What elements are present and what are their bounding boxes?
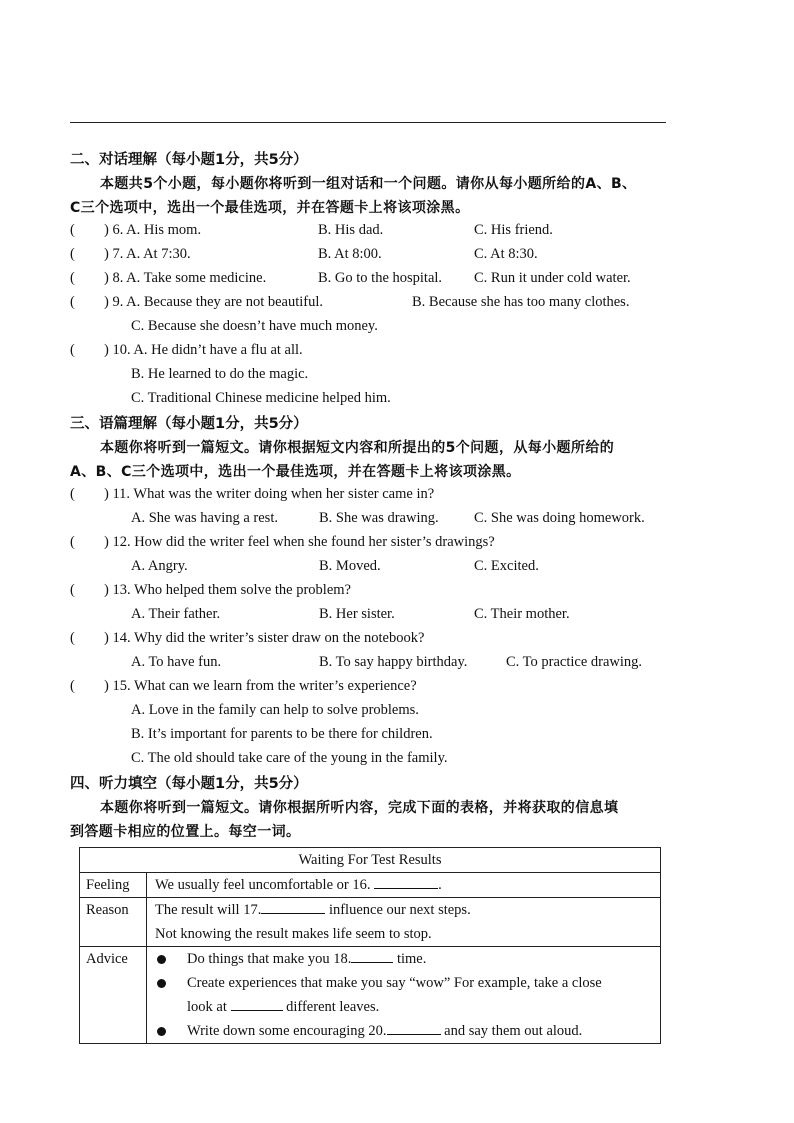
feeling-end: . (438, 877, 442, 893)
advice-2-text-cont: look at (187, 999, 227, 1015)
option-c: C. His friend. (474, 222, 553, 238)
table-row-advice (80, 947, 661, 1044)
row-content-reason (147, 898, 661, 947)
section2-heading: 二、对话理解（每小题1分，共5分） (70, 152, 308, 168)
table-caption: Waiting For Test Results (80, 848, 661, 873)
advice-2-text: Create experiences that make you say “wow” For example, take a close (187, 975, 602, 991)
option-b: B. He learned to do the magic. (131, 366, 309, 382)
reason-text-1-end: influence our next steps. (328, 902, 471, 918)
question-stem: ) 11. What was the writer doing when her sister came in? (104, 486, 435, 502)
row-label-reason: Reason (80, 898, 147, 947)
option-b: B. Go to the hospital. (318, 270, 443, 286)
advice-1-text: Do things that make you 18. (187, 951, 352, 967)
section2-instruction-line1: 本题共5个小题，每小题你将听到一组对话和一个问题。请你从每小题所给的A、B、 (100, 176, 637, 192)
option-c: C. Excited. (474, 558, 539, 574)
advice-1-end: time. (396, 951, 427, 967)
question-stem: ) 9. A. Because they are not beautiful. (104, 294, 324, 310)
table-row-reason (80, 898, 661, 947)
answer-paren: ( (70, 678, 75, 694)
option-b: B. She was drawing. (319, 510, 439, 526)
question-stem: ) 10. A. He didn’t have a flu at all. (104, 342, 303, 358)
section3-instruction-line2: A、B、C三个选项中，选出一个最佳选项，并在答题卡上将该项涂黑。 (70, 464, 521, 480)
section3-heading: 三、语篇理解（每小题1分，共5分） (70, 416, 308, 432)
option-c: C. To practice drawing. (506, 654, 643, 670)
results-table (79, 847, 661, 1044)
blank-20[interactable] (387, 1020, 441, 1035)
question-stem: ) 8. A. Take some medicine. (104, 270, 267, 286)
answer-paren: ( (70, 630, 75, 646)
row-label-advice: Advice (80, 947, 147, 1044)
answer-paren: ( (70, 294, 75, 310)
blank-18[interactable] (351, 948, 393, 963)
option-a: A. Angry. (131, 558, 188, 574)
advice-item-3 (147, 1019, 660, 1043)
question-stem: ) 13. Who helped them solve the problem? (104, 582, 351, 598)
option-b: B. It’s important for parents to be there for children. (131, 726, 433, 742)
section4-heading: 四、听力填空（每小题1分，共5分） (70, 776, 308, 792)
answer-paren: ( (70, 534, 75, 550)
blank-16[interactable] (374, 874, 438, 889)
table-caption-row (80, 848, 661, 873)
section4-instruction-line1: 本题你将听到一篇短文。请你根据所听内容，完成下面的表格，并将获取的信息填 (100, 800, 619, 816)
answer-paren: ( (70, 270, 75, 286)
option-b: B. His dad. (318, 222, 384, 238)
option-c: C. Traditional Chinese medicine helped him. (131, 390, 391, 406)
advice-3-end: and say them out aloud. (444, 1023, 583, 1039)
row-content-advice (147, 947, 661, 1044)
advice-item-1 (147, 947, 660, 971)
option-c: C. Because she doesn’t have much money. (131, 318, 378, 334)
question-stem: ) 14. Why did the writer’s sister draw on the notebook? (104, 630, 425, 646)
answer-paren: ( (70, 222, 75, 238)
option-c: C. The old should take care of the young in the family. (131, 750, 448, 766)
option-c: C. At 8:30. (474, 246, 538, 262)
bullet-icon (157, 955, 166, 964)
row-label-feeling: Feeling (80, 873, 147, 898)
bullet-icon (157, 1027, 166, 1036)
question-stem: ) 6. A. His mom. (104, 222, 202, 238)
option-b: B. Her sister. (319, 606, 395, 622)
reason-text-2: Not knowing the result makes life seem to stop. (155, 926, 432, 942)
option-a: A. Love in the family can help to solve problems. (131, 702, 419, 718)
advice-3-text: Write down some encouraging 20. (187, 1023, 387, 1039)
advice-item-2 (147, 971, 660, 995)
option-b: B. Moved. (319, 558, 381, 574)
option-a: A. She was having a rest. (131, 510, 278, 526)
advice-item-2-cont (147, 995, 660, 1019)
answer-paren: ( (70, 246, 75, 262)
reason-text-1: The result will 17. (155, 902, 262, 918)
option-b: B. Because she has too many clothes. (412, 294, 630, 310)
option-b: B. At 8:00. (318, 246, 382, 262)
blank-19[interactable] (231, 996, 283, 1011)
answer-paren: ( (70, 582, 75, 598)
advice-2-end: different leaves. (286, 999, 380, 1015)
bullet-icon (157, 979, 166, 988)
option-a: A. To have fun. (131, 654, 222, 670)
table-row-feeling (80, 873, 661, 898)
option-c: C. She was doing homework. (474, 510, 645, 526)
question-stem: ) 7. A. At 7:30. (104, 246, 191, 262)
option-a: A. Their father. (131, 606, 221, 622)
section2-instruction-line2: C三个选项中，选出一个最佳选项，并在答题卡上将该项涂黑。 (70, 200, 470, 216)
option-b: B. To say happy birthday. (319, 654, 468, 670)
question-stem: ) 15. What can we learn from the writer’s experience? (104, 678, 417, 694)
answer-paren: ( (70, 342, 75, 358)
section3-instruction-line1: 本题你将听到一篇短文。请你根据短文内容和所提出的5个问题，从每小题所给的 (100, 440, 615, 456)
row-content-feeling (147, 873, 661, 898)
question-stem: ) 12. How did the writer feel when she found her sister’s drawings? (104, 534, 495, 550)
header-rule (70, 122, 666, 123)
feeling-text: We usually feel uncomfortable or 16. (155, 877, 371, 893)
answer-paren: ( (70, 486, 75, 502)
blank-17[interactable] (261, 899, 325, 914)
option-c: C. Run it under cold water. (474, 270, 631, 286)
section4-instruction-line2: 到答题卡相应的位置上。每空一词。 (70, 824, 301, 840)
option-c: C. Their mother. (474, 606, 570, 622)
